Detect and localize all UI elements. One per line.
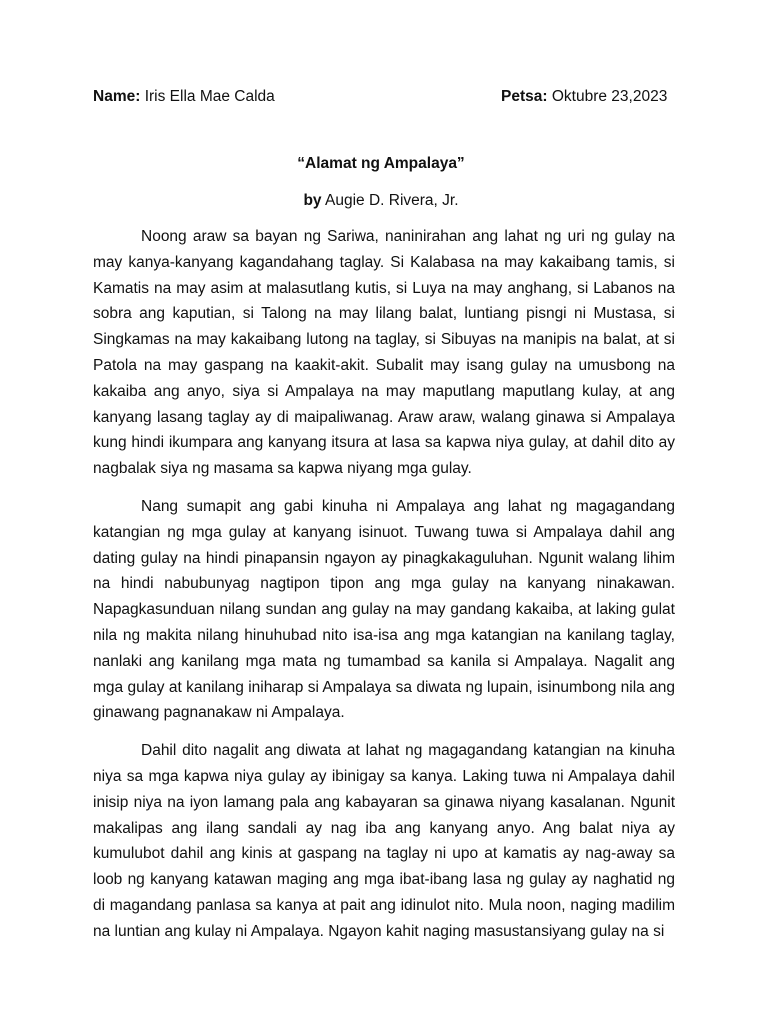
story-body bbox=[93, 224, 675, 957]
date-label: Petsa: bbox=[501, 88, 548, 105]
name-field bbox=[93, 86, 275, 108]
byline bbox=[0, 190, 768, 212]
byline-prefix: by bbox=[303, 192, 322, 209]
document-header bbox=[93, 86, 683, 108]
byline-author: Augie D. Rivera, Jr. bbox=[325, 192, 459, 209]
document-title-row bbox=[0, 153, 768, 175]
date-value: Oktubre 23,2023 bbox=[551, 88, 668, 105]
paragraph: Noong araw sa bayan ng Sariwa, naninirahan ang lahat ng uri ng gulay na may kanya-kanyang kagandahang taglay. Si Kalabasa na may kakaibang tamis, si Kamatis na may asim at malasutlang kutis, si Luya na may anghang, si Labanos na sobra ang kaputian, si Talong na may lilang balat, luntiang pisngi ni Mustasa, si Singkamas na may kakaibang lutong na taglay, si Sibuyas na manipis na balat, at si Patola na may gaspang na kaakit-akit. Subalit may isang gulay na umusbong na kakaiba ang anyo, siya si Ampalaya na may maputlang maputlang kulay, at ang kanyang lasang taglay ay di maipaliwanag. Araw araw, walang ginawa si Ampalaya kung hindi ikumpara ang kanyang itsura at lasa sa kapwa niya gulay, at dahil dito ay nagbalak siya ng masama sa kapwa niyang mga gulay. bbox=[93, 228, 675, 478]
date-field bbox=[501, 86, 667, 108]
document-title: “Alamat ng Ampalaya” bbox=[297, 155, 465, 172]
paragraph: Nang sumapit ang gabi kinuha ni Ampalaya ang lahat ng magagandang katangian ng mga gulay at kanyang isinuot. Tuwang tuwa si Ampalaya dahil ang dating gulay na hindi pinapansin ngayon ay pinagkakaguluhan. Ngunit walang lihim na hindi nabubunyag nagtipon tipon ang mga gulay na kanyang ninakawan. Napagkasunduan nilang sundan ang gulay na may gandang kakaiba, at laking gulat nila ng makita nilang hinuhubad nito isa-isa ang mga katangian na kanilang taglay, nanlaki ang kanilang mga mata ng tumambad sa kanila si Ampalaya. Nagalit ang mga gulay at kanilang iniharap si Ampalaya sa diwata ng lupain, isinumbong nila ang ginawang pagnanakaw ni Ampalaya. bbox=[93, 497, 675, 722]
name-label: Name: bbox=[93, 88, 141, 105]
name-value: Iris Ella Mae Calda bbox=[144, 88, 275, 105]
paragraph: Dahil dito nagalit ang diwata at lahat ng magagandang katangian na kinuha niya sa mga kapwa niya gulay ay ibinigay sa kanya. Laking tuwa ni Ampalaya dahil inisip niya na iyon lamang pala ang kabayaran sa ginawa niyang kasalanan. Ngunit makalipas ang ilang sandali ay nag iba ang kanyang anyo. Ang balat niya ay kumulubot dahil ang kinis at gaspang na taglay ni upo at kamatis ay nag-away sa loob ng kanyang katawan maging ang mga ibat-ibang lasa ng gulay ay naghatid ng di magandang panlasa sa kanya at pait ang idinulot nito. Mula noon, naging madilim na luntian ang kulay ni Ampalaya. Ngayon kahit naging masustansiyang gulay na si bbox=[93, 742, 675, 940]
